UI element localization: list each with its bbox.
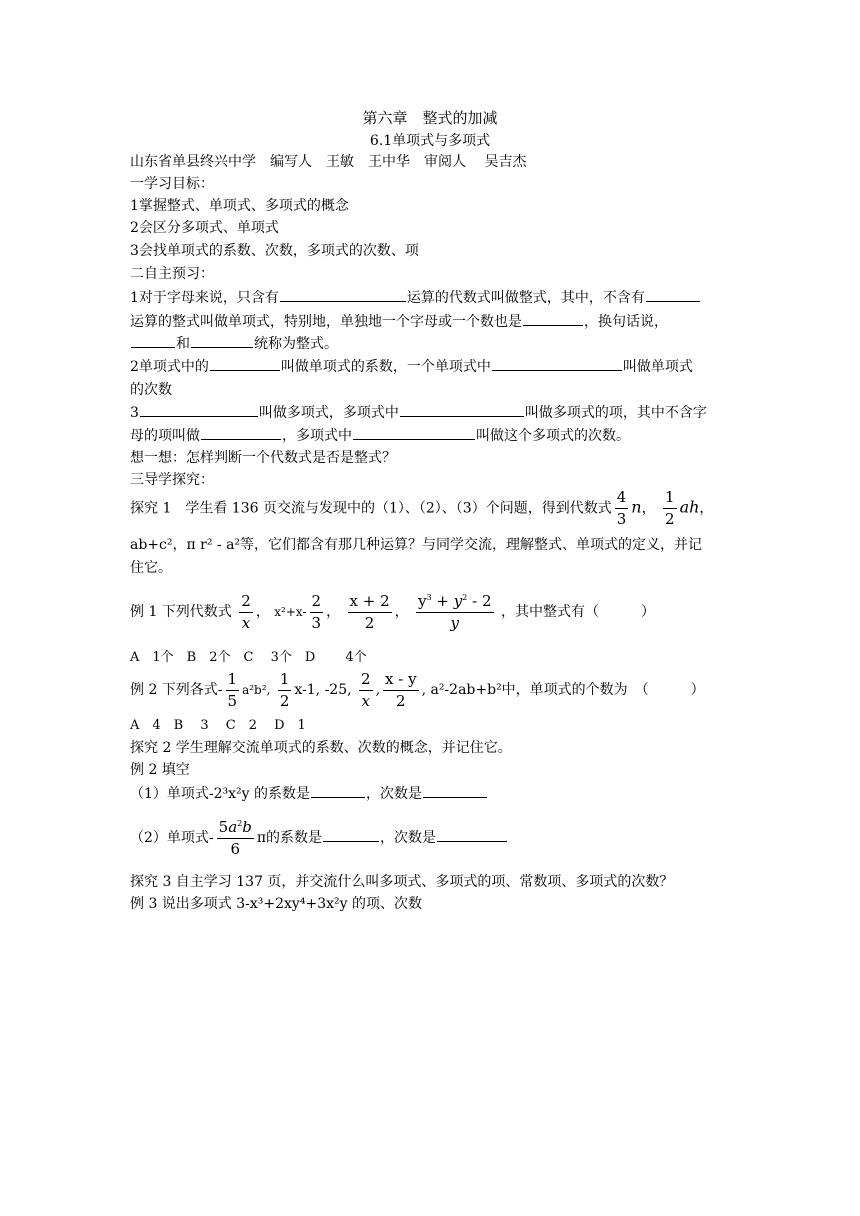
- text: 运算的整式叫做单项式，特别地，单独地一个字母或一个数也是: [130, 314, 522, 330]
- explore1-line: 探究 1 学生看 136 页交流与发现中的（1）、（2）、（3）个问题，得到代数式 $\frac{4}{3}$ n， $\frac{1}{2}$ ah，: [130, 488, 714, 528]
- chapter-title: 第六章 整式的加减: [362, 109, 498, 127]
- fraction-x-minus-y: $\frac{x - y}{2}$: [385, 669, 417, 710]
- text: 探究 1 学生看 136 页交流与发现中的（1）、（2）、（3）个问题，得到代数式: [130, 500, 612, 517]
- text: a²b²,: [242, 683, 271, 697]
- text: ，多项式中: [282, 428, 352, 444]
- explore2-line: 探究 2 学生理解交流单项式的系数、次数的概念，并记住它。: [130, 740, 512, 756]
- text: 2单项式中的: [130, 359, 209, 375]
- author-line: 山东省单县终兴中学 编写人 王敏 王中华 审阅人 吴吉杰: [130, 154, 527, 170]
- text: （2）单项式-: [130, 830, 214, 846]
- answer-blank[interactable]: [492, 356, 622, 371]
- text: 的次数: [130, 382, 172, 398]
- text: 叫做单项式的系数，一个单项式中: [280, 359, 491, 375]
- fraction-1-2: $\frac{1}{2}$: [665, 488, 675, 528]
- explore1-line: ab+c²，π r² - a²等，它们都含有那几种运算？与同学交流，理解整式、单项式的定义，并记: [130, 537, 703, 553]
- text: ，次数是: [380, 830, 437, 846]
- text: 例 2 下列各式-: [130, 682, 223, 698]
- text: 母的项叫做: [130, 428, 200, 444]
- question-line: [130, 356, 693, 377]
- answer-blank[interactable]: [311, 783, 365, 798]
- text: 1对于字母来说，只含有: [130, 290, 279, 306]
- question-line: [130, 402, 707, 423]
- example1-options: A 1个 B 2个 C 3个 D 4个: [130, 650, 367, 665]
- section-subtitle: 6.1单项式与多项式: [369, 133, 491, 149]
- explore1-line: 住它。: [130, 560, 172, 576]
- goal-item: 2会区分多项式、单项式: [130, 220, 279, 236]
- goal-item: 1掌握整式、单项式、多项式的概念: [130, 198, 349, 214]
- text: （1）单项式-2³x²y 的系数是: [130, 786, 311, 802]
- text: 运算的代数式叫做整式，其中，不含有: [406, 290, 645, 306]
- fraction-2-over-x: $\frac{2}{x}$: [361, 669, 371, 710]
- text: x-1, -25,: [294, 682, 352, 698]
- text: ，其中整式有（ ）: [500, 604, 655, 620]
- text: 统称为整式。: [254, 336, 338, 352]
- answer-blank[interactable]: [400, 402, 524, 417]
- section-heading-explore: 三导学探究：: [130, 472, 214, 488]
- text: π的系数是: [256, 830, 323, 846]
- answer-blank[interactable]: [323, 827, 379, 842]
- section-heading-goals: 一学习目标：: [130, 176, 214, 192]
- answer-blank[interactable]: [131, 333, 175, 348]
- fill-line-1: [130, 783, 488, 804]
- text: x²+x-: [274, 605, 307, 619]
- explore3-line: 探究 3 自主学习 137 页，并交流什么叫多项式、多项式的项、常数项、多项式的次数？: [130, 874, 674, 890]
- text: 例 1 下列代数式: [130, 604, 232, 620]
- fraction-5a2b-6: $\frac{5a^2b}{6}$: [218, 817, 252, 858]
- text: 叫做多项式，多项式中: [258, 405, 399, 421]
- answer-blank[interactable]: [201, 425, 281, 440]
- fraction-x-plus-2: $\frac{x + 2}{2}$: [349, 591, 390, 632]
- answer-blank[interactable]: [140, 402, 258, 417]
- text: 叫做单项式: [622, 359, 693, 375]
- text: 和: [176, 336, 190, 352]
- question-line: [130, 333, 338, 354]
- fraction-2-3: $\frac{2}{3}$: [311, 591, 322, 632]
- question-line: [130, 380, 172, 400]
- text: 叫做这个多项式的次数。: [476, 428, 630, 444]
- fraction-2-over-x: $\frac{2}{x}$: [241, 591, 251, 632]
- text: a²-2ab+b²中，单项式的个数为 （ ）: [430, 682, 705, 698]
- answer-blank[interactable]: [353, 425, 475, 440]
- fraction-4-3: $\frac{4}{3}$: [616, 488, 627, 528]
- think-line: 想一想：怎样判断一个代数式是否是整式？: [130, 450, 396, 466]
- fraction-y-expression: $\frac{y^3 + y^2 - 2}{y}$: [418, 591, 492, 632]
- example2-options: A 4 B 3 C 2 D 1: [130, 718, 306, 733]
- question-line: [130, 311, 668, 332]
- example3-line: 例 3 说出多项式 3-x³+2xy⁴+3x²y 的项、次数: [130, 896, 422, 912]
- example1-line: 例 1 下列代数式 $\frac{2}{x}$ ， x²+x- $\frac{2}{3}$ ， $\frac{x + 2}{2}$ ， $\frac{y^3 + y^2 - 2}{y}$ ，其中整式有（ ）: [130, 591, 655, 632]
- example2-line: 例 2 下列各式- $\frac{1}{5}$ a²b², $\frac{1}{2}$ x-1, -25, $\frac{2}{x}$ , $\frac{x - y}{2}$ , a²-2ab+b²中，单项式的个数为 （ ）: [130, 669, 705, 710]
- fraction-1-2: $\frac{1}{2}$: [279, 669, 290, 710]
- example2-fill-title: 例 2 填空: [130, 762, 190, 778]
- question-line: [130, 425, 630, 446]
- question-line: [130, 287, 701, 308]
- answer-blank[interactable]: [437, 827, 507, 842]
- answer-blank[interactable]: [280, 287, 406, 302]
- goal-item: 3会找单项式的系数、次数，多项式的次数、项: [130, 243, 419, 259]
- answer-blank[interactable]: [646, 287, 700, 302]
- answer-blank[interactable]: [523, 311, 583, 326]
- text: ，换句话说，: [584, 314, 668, 330]
- section-heading-preview: 二自主预习：: [130, 266, 214, 282]
- answer-blank[interactable]: [423, 783, 487, 798]
- fraction-1-5: $\frac{1}{5}$: [227, 669, 238, 710]
- text: ，次数是: [366, 786, 423, 802]
- fill-line-2: [130, 816, 508, 860]
- text: 3: [130, 405, 139, 421]
- answer-blank[interactable]: [210, 356, 280, 371]
- text: 叫做多项式的项，其中不含字: [524, 405, 707, 421]
- answer-blank[interactable]: [191, 333, 253, 348]
